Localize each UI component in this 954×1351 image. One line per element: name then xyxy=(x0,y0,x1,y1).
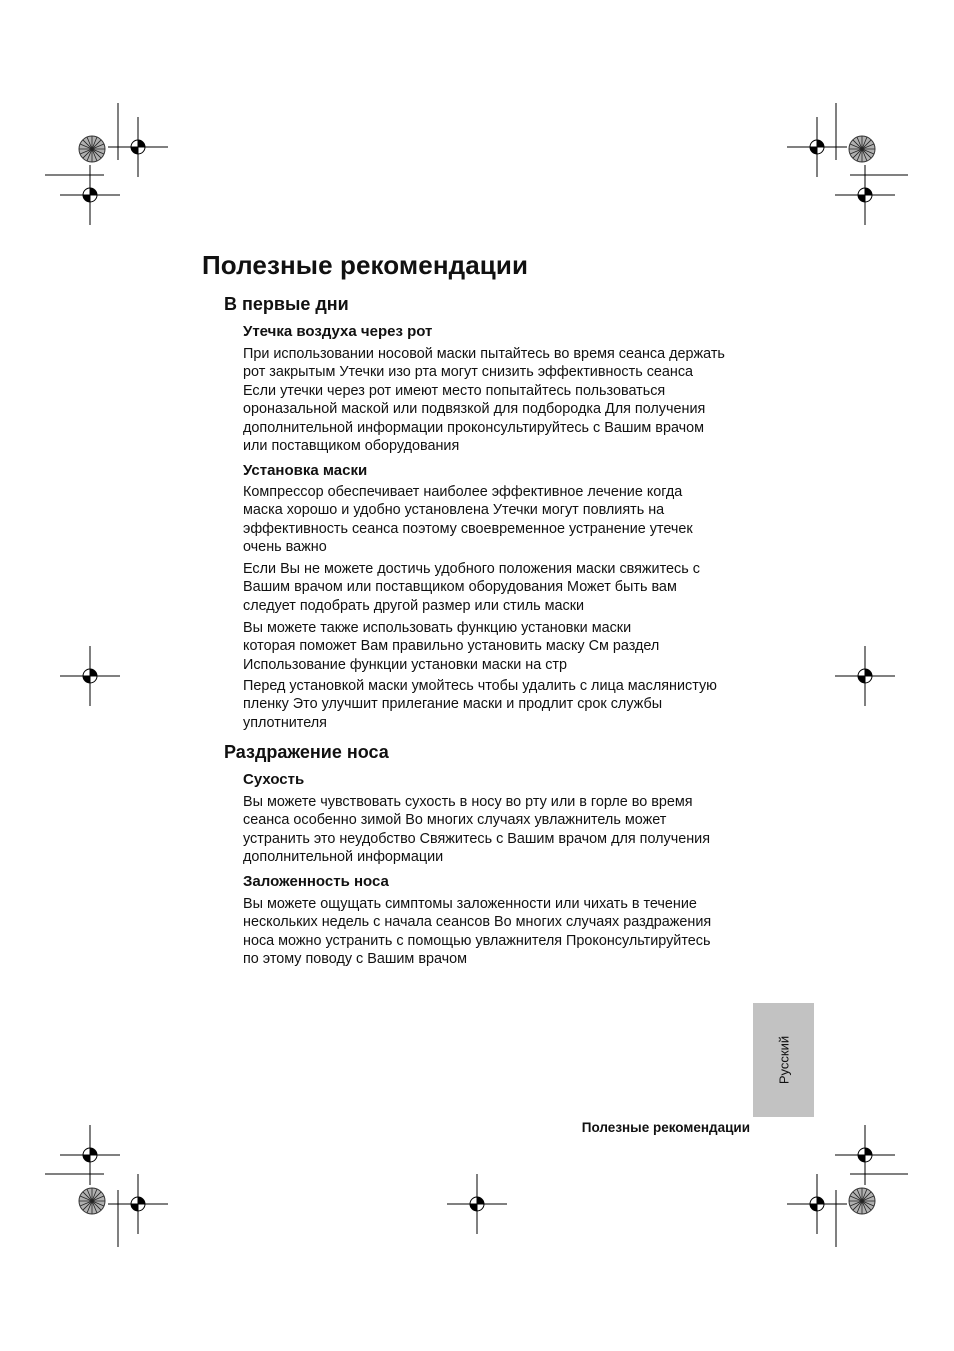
paragraph-mask-fitting-3: Вы можете также использовать функцию установки маски которая поможет Вам правильно установить маску См раздел Использование функции установки маски на стр xyxy=(243,620,660,673)
subsection-heading-mouth-leak: Утечка воздуха через рот xyxy=(243,323,433,340)
paragraph-mask-fitting-1: Компрессор обеспечивает наиболее эффективное лечение когда маска хорошо и удобно установлена Утечки могут повлиять на эффективность сеанса поэтому своевременное устранение утечек очень важно xyxy=(243,484,693,556)
section-heading-first-days: В первые дни xyxy=(224,294,349,314)
paragraph-mask-fitting-2: Если Вы не можете достичь удобного положения маски свяжитесь с Вашим врачом или поставщиком оборудования Может быть вам следует подобрать другой размер или стиль маски xyxy=(243,561,700,614)
section-heading-nasal-irritation: Раздражение носа xyxy=(224,742,389,762)
running-footer-title: Полезные рекомендации xyxy=(581,1120,750,1135)
paragraph-dryness: Вы можете чувствовать сухость в носу во рту или в горле во время сеанса особенно зимой Во многих случаях увлажнитель может устранить это неудобство Свяжитесь с Вашим врачом для получения дополнительной информации xyxy=(243,794,711,866)
paragraph-mouth-leak: При использовании носовой маски пытайтесь во время сеанса держать рот закрытым Утечки изо рта могут снизить эффективность сеанса Если утечки через рот имеют место попытайтесь пользоваться ороназальной маской или подвязкой для подбородка Для получения дополнительной информации проконсультируйтесь с Вашим врачом или поставщиком оборудования xyxy=(243,346,725,455)
paragraph-mask-fitting-4: Перед установкой маски умойтесь чтобы удалить с лица маслянистую пленку Это улучшит прилегание маски и продлит срок службы уплотнителя xyxy=(243,678,717,731)
page-title: Полезные рекомендации xyxy=(202,250,529,280)
language-tab-label: Русский xyxy=(776,1035,791,1085)
subsection-heading-mask-fitting: Установка маски xyxy=(243,462,368,479)
paragraph-congestion: Вы можете ощущать симптомы заложенности или чихать в течение нескольких недель с начала сеансов Во многих случаях раздражения носа можно устранить с помощью увлажнителя Проконсультируйтесь по этому поводу с Вашим врачом xyxy=(243,896,712,968)
subsection-heading-dryness: Сухость xyxy=(243,771,305,788)
language-side-tab xyxy=(753,1003,814,1117)
subsection-heading-congestion: Заложенность носа xyxy=(243,873,389,890)
